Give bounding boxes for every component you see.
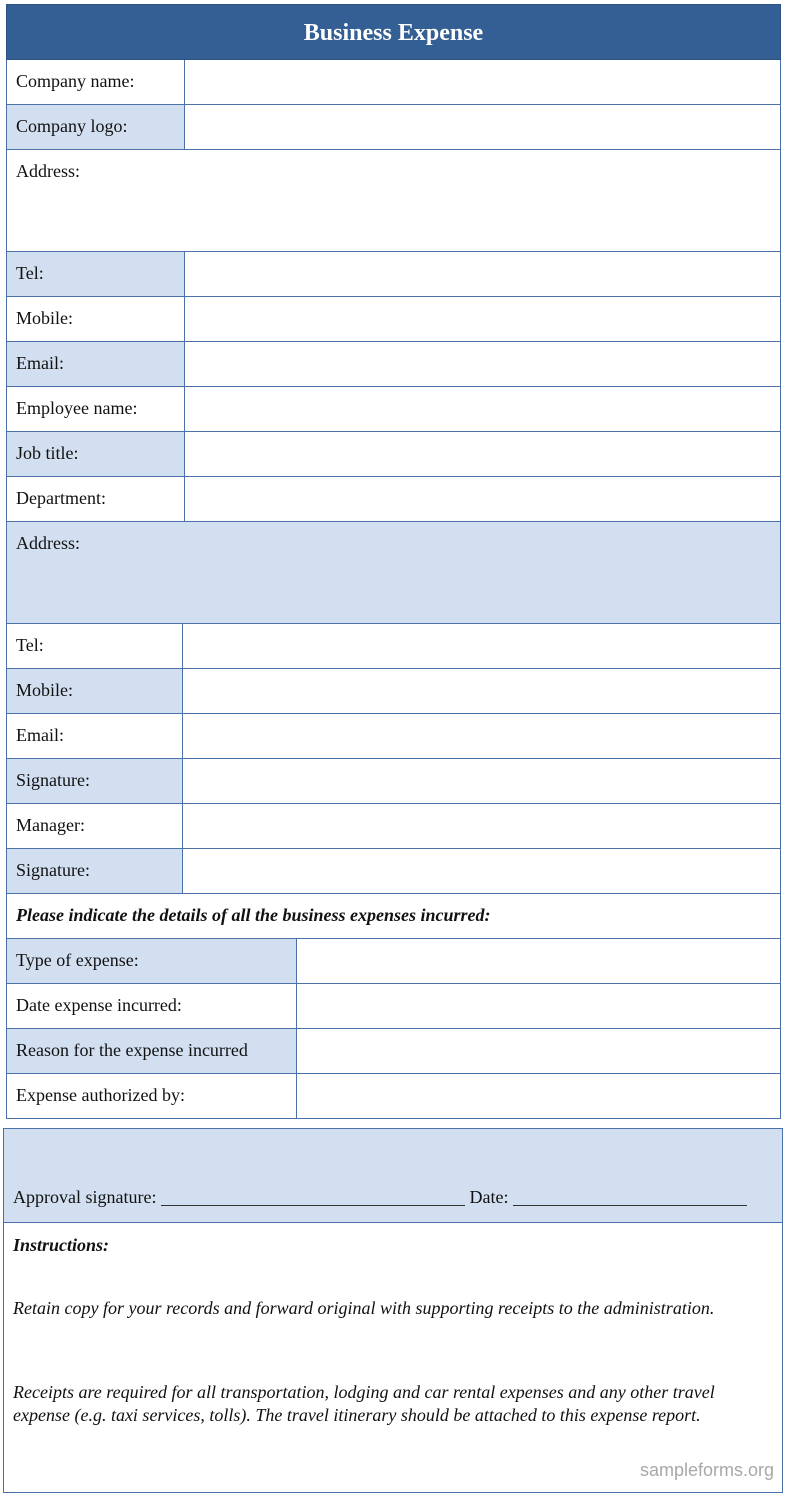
department-field[interactable] <box>185 477 780 521</box>
manager-signature-field[interactable] <box>183 849 780 893</box>
form-row-mobile <box>6 297 781 342</box>
approval-signature-label: Approval signature: <box>13 1187 157 1207</box>
form-row-company-logo <box>6 105 781 150</box>
expense-rows <box>6 939 781 1119</box>
email-label: Email: <box>7 342 185 386</box>
form-row-tel <box>6 252 781 297</box>
job-title-label: Job title: <box>7 432 185 476</box>
expense-prompt-row <box>6 894 781 939</box>
tel-field[interactable] <box>185 252 780 296</box>
manager-field[interactable] <box>183 804 780 848</box>
instructions-heading: Instructions: <box>13 1235 110 1255</box>
company-logo-field[interactable] <box>185 105 780 149</box>
manager-signature-label: Signature: <box>7 849 183 893</box>
form-row-employee-signature <box>6 759 781 804</box>
company-contact-rows <box>6 252 781 522</box>
form-row-job-title <box>6 432 781 477</box>
form-row-employee-mobile <box>6 669 781 714</box>
email-field[interactable] <box>185 342 780 386</box>
approval-date-label: Date: <box>469 1187 509 1207</box>
approval-section <box>3 1128 783 1493</box>
company-name-label: Company name: <box>7 60 185 104</box>
form-row-reason <box>6 1029 781 1074</box>
reason-field[interactable] <box>297 1029 780 1073</box>
employee-signature-label: Signature: <box>7 759 183 803</box>
watermark: sampleforms.org <box>639 1460 774 1480</box>
business-expense-form <box>6 4 781 1119</box>
approval-date-blank[interactable] <box>513 1187 747 1206</box>
form-row-employee-name <box>6 387 781 432</box>
form-row-manager-signature <box>6 849 781 894</box>
employee-email-field[interactable] <box>183 714 780 758</box>
employee-name-field[interactable] <box>185 387 780 431</box>
form-row-department <box>6 477 781 522</box>
company-rows <box>6 60 781 150</box>
tel-label: Tel: <box>7 252 185 296</box>
approval-band <box>4 1129 782 1223</box>
employee-tel-label: Tel: <box>7 624 183 668</box>
form-row-authorized-by <box>6 1074 781 1119</box>
authorized-by-field[interactable] <box>297 1074 780 1118</box>
employee-mobile-label: Mobile: <box>7 669 183 713</box>
form-row-type-of-expense <box>6 939 781 984</box>
company-logo-label: Company logo: <box>7 105 185 149</box>
form-row-employee-email <box>6 714 781 759</box>
form-row-email <box>6 342 781 387</box>
employee-name-label: Employee name: <box>7 387 185 431</box>
employee-signature-field[interactable] <box>183 759 780 803</box>
department-label: Department: <box>7 477 185 521</box>
mobile-label: Mobile: <box>7 297 185 341</box>
reason-label: Reason for the expense incurred <box>7 1029 297 1073</box>
type-of-expense-label: Type of expense: <box>7 939 297 983</box>
instructions-paragraph-2: Receipts are required for all transportation, lodging and car rental expenses and any other travel expense (e.g. taxi services, tolls). The travel itinerary should be attached to this expense report. <box>13 1382 715 1425</box>
authorized-by-label: Expense authorized by: <box>7 1074 297 1118</box>
form-title: Business Expense <box>6 4 781 60</box>
employee-email-label: Email: <box>7 714 183 758</box>
employee-rows <box>6 624 781 894</box>
employee-address-row[interactable] <box>6 522 781 624</box>
instructions-paragraph-1: Retain copy for your records and forward original with supporting receipts to the administration. <box>13 1298 715 1318</box>
approval-line <box>13 1187 747 1208</box>
employee-mobile-field[interactable] <box>183 669 780 713</box>
form-row-manager <box>6 804 781 849</box>
job-title-field[interactable] <box>185 432 780 476</box>
company-address-label: Address: <box>16 161 80 181</box>
employee-tel-field[interactable] <box>183 624 780 668</box>
company-name-field[interactable] <box>185 60 780 104</box>
expense-prompt: Please indicate the details of all the business expenses incurred: <box>16 905 491 925</box>
mobile-field[interactable] <box>185 297 780 341</box>
approval-signature-blank[interactable] <box>161 1187 465 1206</box>
form-row-date-incurred <box>6 984 781 1029</box>
company-address-row[interactable] <box>6 150 781 252</box>
employee-address-label: Address: <box>16 533 80 553</box>
form-row-employee-tel <box>6 624 781 669</box>
date-incurred-label: Date expense incurred: <box>7 984 297 1028</box>
form-row-company-name <box>6 60 781 105</box>
type-of-expense-field[interactable] <box>297 939 780 983</box>
date-incurred-field[interactable] <box>297 984 780 1028</box>
manager-label: Manager: <box>7 804 183 848</box>
